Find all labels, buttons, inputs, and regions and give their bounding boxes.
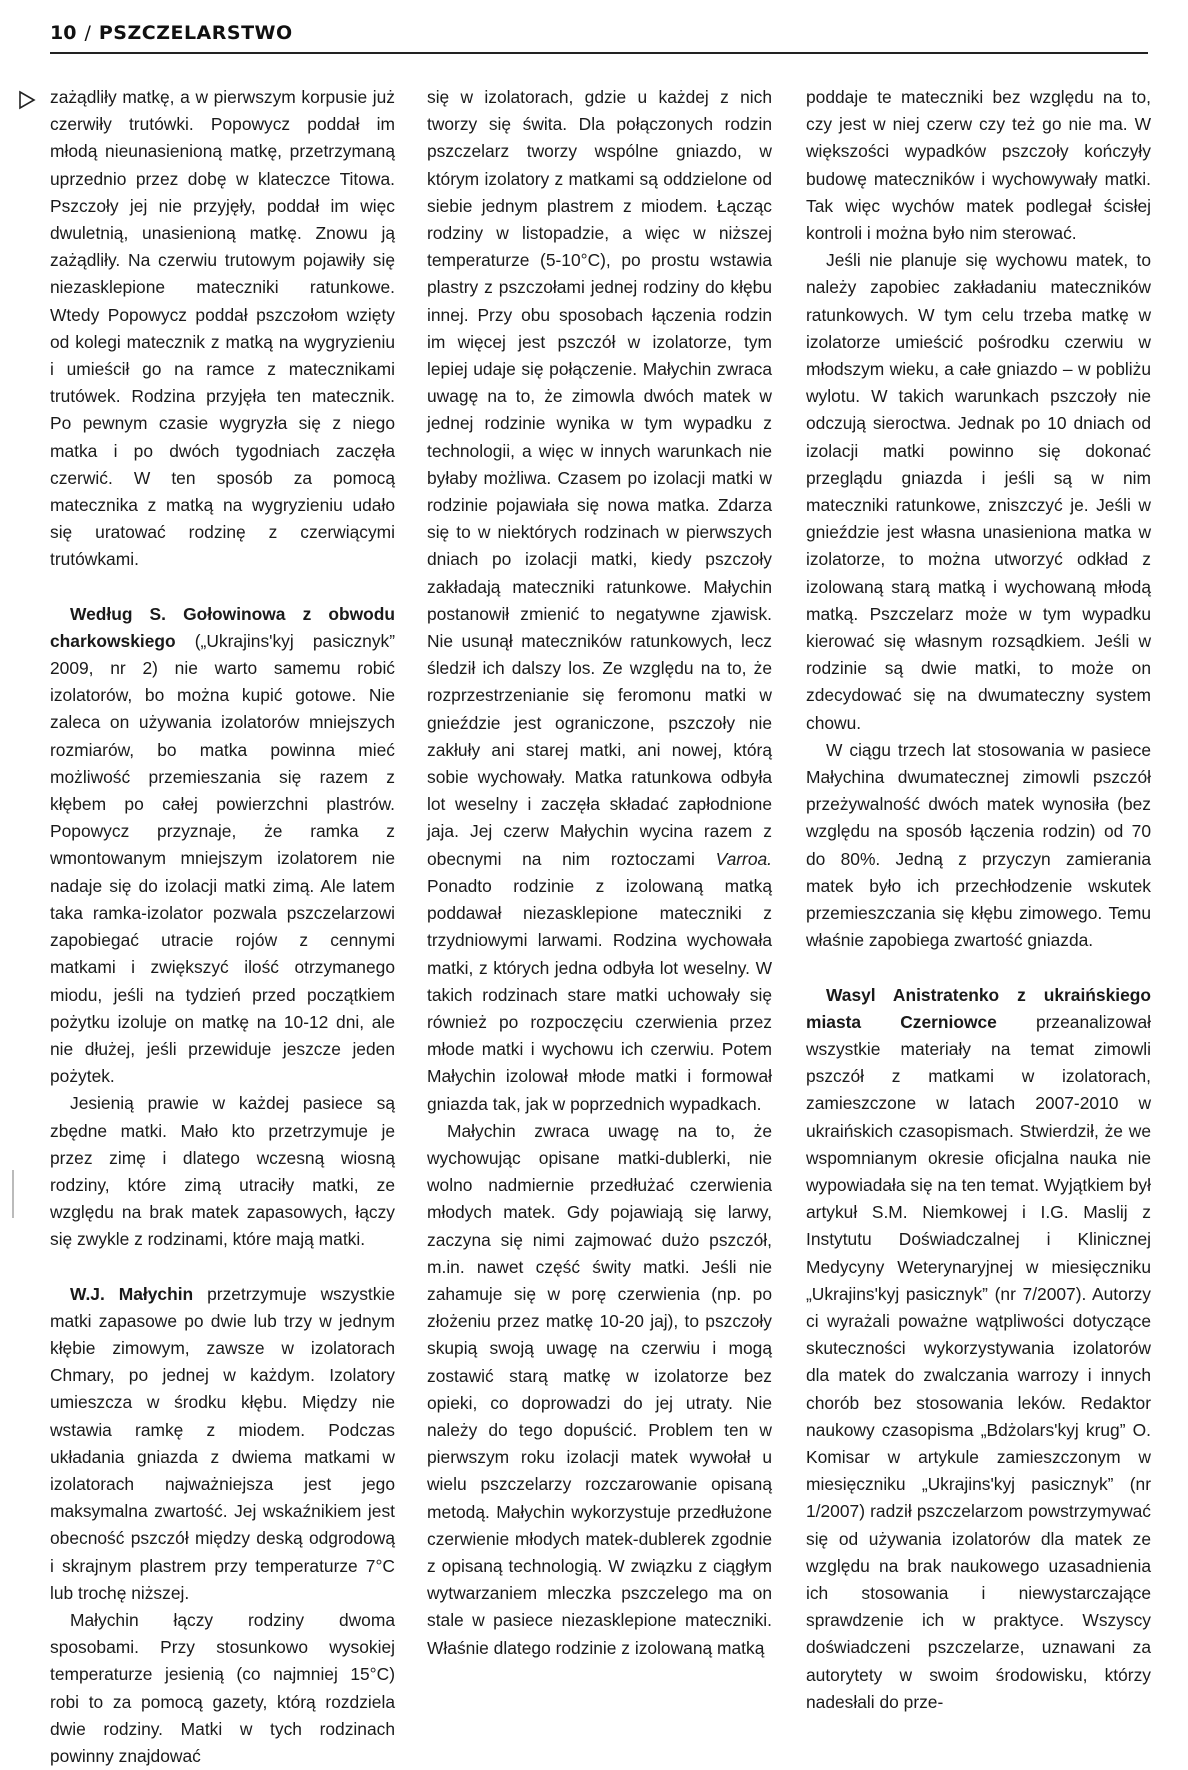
paragraph: Małychin zwraca uwagę na to, że wychowując opisane matki-dublerki, nie wolno nadmiernie przedłużać czerwienia młodych matek. Gdy pojawiają się larwy, zaczyna się nimi zajmować dużo pszczół, m.in. nawet część świty matki. Jeśli nie zahamuje się w porę czerwienia (np. po złożeniu przez matkę 10-20 jaj), to pszczoły skupią swoją uwagę na czerwiu i mogą zostawić starą matkę w izolatorze bez opieki, co doprowadzi do jej utraty. Nie należy do tego dopuścić. Problem ten w pierwszym roku izolacji matek wywołał u wielu pszczelarzy rozczarowanie opisaną metodą. Małychin wykorzystuje przedłużone czerwienie młodych matek-dublerek zgodnie z opisaną technologią. W związku z ciągłym wytwarzaniem mleczka pszczelego ma on stale w pasiece niezasklepione mateczniki. Właśnie dlatego rodzinie z izolowaną matką: [427, 1120, 772, 1658]
paragraph: W.J. Małychin przetrzymuje wszystkie matki zapasowe po dwie lub trzy w jednym kłębie zimowym, zawsze w izolatorach Chmary, po jednej w każdym. Izolatory umieszcza w środku kłębu. Między nie wstawia ramkę z miodem. Podczas układania gniazda z dwiema matkami w izolatorach najważniejsza jest jego maksymalna zwartość. Jej wskaźnikiem jest obecność pszczół między deską odgrodową i skrajnym plastrem przy temperaturze 7°C lub trochę niższej.: [50, 1283, 395, 1603]
paragraph: zażądliły matkę, a w pierwszym korpusie już czerwiły trutówki. Popowycz poddał im młodą nieunasienioną matkę, przetrzymaną uprzednio przez dobę w klateczce Titowa. Pszczoły jej nie przyjęły, poddał im więc dwuletnią, unasienioną matkę. Znowu ją zażądliły. Na czerwiu trutowym pojawiły się niezasklepione mateczniki ratunkowe. Wtedy Popowycz poddał pszczołom wzięty od kolegi matecznik z matką na wygryzieniu i umieścił go na ramce z matecznikami trutówek. Rodzina przyjęła ten matecznik. Po pewnym czasie wygryzła się z niego matka i po dwóch tygodniach zaczęła czerwić. W ten sposób za pomocą matecznika z matką na wygryzieniu udało się uratować rodzinę z czerwiącymi trutówkami.: [50, 87, 395, 570]
margin-mark: [12, 1170, 14, 1218]
paragraph: się w izolatorach, gdzie u każdej z nich tworzy się świta. Dla połączonych rodzin pszczelarz tworzy wspólne gniazdo, w którym izolatory z matkami są oddzielone od siebie jednym plastrem z miodem. Łącząc rodziny w listopadzie, a więc w niższej temperaturze (5-10°C), po prostu wstawia plastry z pszczołami jednej rodziny do kłębu innej. Przy obu sposobach łączenia rodzin im więcej jest pszczół w izolatorze, tym lepiej udaje się połączenie. Małychin zwraca uwagę na to, że zimowla dwóch matek w jednej rodzinie wynika w tym wypadku z technologii, a więc w innych warunkach nie byłaby możliwa. Czasem po izolacji matki w rodzinie pojawiała się nowa matka. Zdarza się to w niektórych rodzinach w pierwszych dniach po izolacji matki, kiedy pszczoły zakładają mateczniki ratunkowe. Małychin postanowił zmienić to negatywne zjawisk. Nie usunął mateczników ratunkowych, lecz śledził ich dalszy los. Ze względu na to, że rozprzestrzenianie się feromonu matki w gnieździe jest ograniczone, pszczoły nie zakłuły ani starej matki, ani nowej, którą sobie wychowały. Matka ratunkowa odbyła lot weselny i zaczęła składać zapłodnione jaja. Jej czerw Małychin wycina razem z obecnymi na nim roztoczami Varroa. Ponadto rodzinie z izolowaną matką poddawał niezasklepione mateczniki z trzydniowymi larwami. Rodzina wychowała matki, z których jedna odbyła lot weselny. W takich rodzinach stare matki uchowały się również po rozpoczęciu czerwienia przez młode matki i wychowu ich czerwiu. Potem Małychin izolował młode matki i formował gniazda tak, jak w poprzednich wypadkach.: [427, 87, 772, 1114]
paragraph: Według S. Gołowinowa z obwodu charkowskiego („Ukrajins'kyj pasicznyk” 2009, nr 2) nie warto samemu robić izolatorów, bo można kupić gotowe. Nie zaleca on używania izolatorów mniejszych rozmiarów, bo matka powinna mieć możliwość przemieszania się razem z kłębem po całej powierzchni plastrów. Popowycz przyznaje, że ramka z wmontowanym mniejszym izolatorem nie nadaje się do izolacji matki zimą. Ale latem taka ramka-izolator pozwala pszczelarzowi zapobiegać utracie rojów z cennymi matkami i zwiększyć ilość otrzymanego miodu, jeśli na tydzień przed początkiem pożytku izoluje on matkę na 10-12 dni, ale nie dłużej, jeśli przewiduje jeszcze jeden pożytek.: [50, 603, 395, 1087]
continuation-arrow-icon: [17, 90, 37, 110]
header-separator: /: [84, 22, 91, 44]
paragraph: poddaje te mateczniki bez względu na to, czy jest w niej czerw czy też go nie ma. W większości wypadków pszczoły kończyły budowę mateczników i wychowywały matki. Tak więc wychów matek podlegał ścisłej kontroli i można było nim sterować.: [806, 87, 1151, 244]
author-name: W.J. Małychin: [70, 1283, 194, 1304]
column-2: [427, 84, 772, 1662]
species-name: Varroa.: [715, 848, 772, 869]
paragraph: Jeśli nie planuje się wychowu matek, to należy zapobiec zakładaniu mateczników ratunkowych. W tym celu trzeba matkę w izolatorze umieścić pośrodku czerwiu w młodszym wieku, a całe gniazdo – w pobliżu wylotu. W takich warunkach pszczoły nie odczują sieroctwa. Jednak po 10 dniach od izolacji matki powinno się dokonać przeglądu gniazda i jeśli są w nim mateczniki ratunkowe, zniszczyć je. Jeśli w gnieździe jest własna unasieniona matka w izolatorze, to można utworzyć odkład z izolowaną starą matką i wychowaną młodą matką. Pszczelarz może w tym wypadku kierować się własnym rozsądkiem. Jeśli w rodzinie są dwie matki, to może on zdecydować się na dwumateczny system chowu.: [806, 250, 1151, 733]
author-name: Wasyl Anistratenko z ukraińskiego miasta Czerniowce: [806, 984, 1151, 1032]
paragraph: Jesienią prawie w każdej pasiece są zbędne matki. Mało kto przetrzymuje je przez zimę i dlatego wczesną wiosną rodziny, które zimą utraciły matki, ze względu na brak matek zapasowych, łączy się zwykle z rodzinami, które mają matki.: [50, 1093, 395, 1250]
author-name: Według S. Gołowinowa z obwodu charkowskiego: [50, 603, 395, 651]
page-header: [50, 18, 1148, 54]
magazine-title: PSZCZELARSTWO: [98, 22, 293, 44]
column-3: [806, 84, 1151, 1716]
paragraph: Wasyl Anistratenko z ukraińskiego miasta Czerniowce przeanalizował wszystkie materiały na temat zimowli pszczół z matkami w izolatorach, zamieszczone w latach 2007-2010 w ukraińskich czasopismach. Stwierdził, że we wspomnianym okresie oficjalna nauka nie wypowiadała się na ten temat. Wyjątkiem był artykuł S.M. Niemkowej i I.G. Maslij z Instytutu Doświadczalnej i Klinicznej Medycyny Weterynaryjnej w miesięczniku „Ukrajins'kyj pasicznyk” (nr 7/2007). Autorzy ci wyrażali poważne wątpliwości dotyczące skuteczności wykorzystywania izolatorów dla matek do zwalczania warrozy i innych chorób bez stosowania leków. Redaktor naukowy czasopisma „Bdżolars'kyj krug” O. Komisar w artykule zamieszczonym w miesięczniku „Ukrajins'kyj pasicznyk” (nr 1/2007) radził pszczelarzom powstrzymywać się od używania izolatorów dla matek ze względu na brak naukowego uzasadnienia ich stosowania i niewystarczające sprawdzenie ich w praktyce. Wszyscy doświadczeni pszczelarze, uznawani za autorytety w swoim środowisku, którzy nadesłali do prze-: [806, 984, 1151, 1712]
column-1: [50, 84, 395, 1770]
paragraph: Małychin łączy rodziny dwoma sposobami. Przy stosunkowo wysokiej temperaturze jesienią (co najmniej 15°C) robi to za pomocą gazety, którą rozdziela dwie rodziny. Matki w tych rodzinach powinny znajdować: [50, 1609, 395, 1766]
page-number: 10: [50, 22, 77, 44]
paragraph: W ciągu trzech lat stosowania w pasiece Małychina dwumatecznej zimowli pszczół przeżywalność dwóch matek wynosiła (bez względu na sposób łączenia rodzin) od 70 do 80%. Jedną z przyczyn zamierania matek było ich przechłodzenie wskutek przemieszczania się kłębu zimowego. Temu właśnie zapobiega zwartość gniazda.: [806, 739, 1151, 951]
